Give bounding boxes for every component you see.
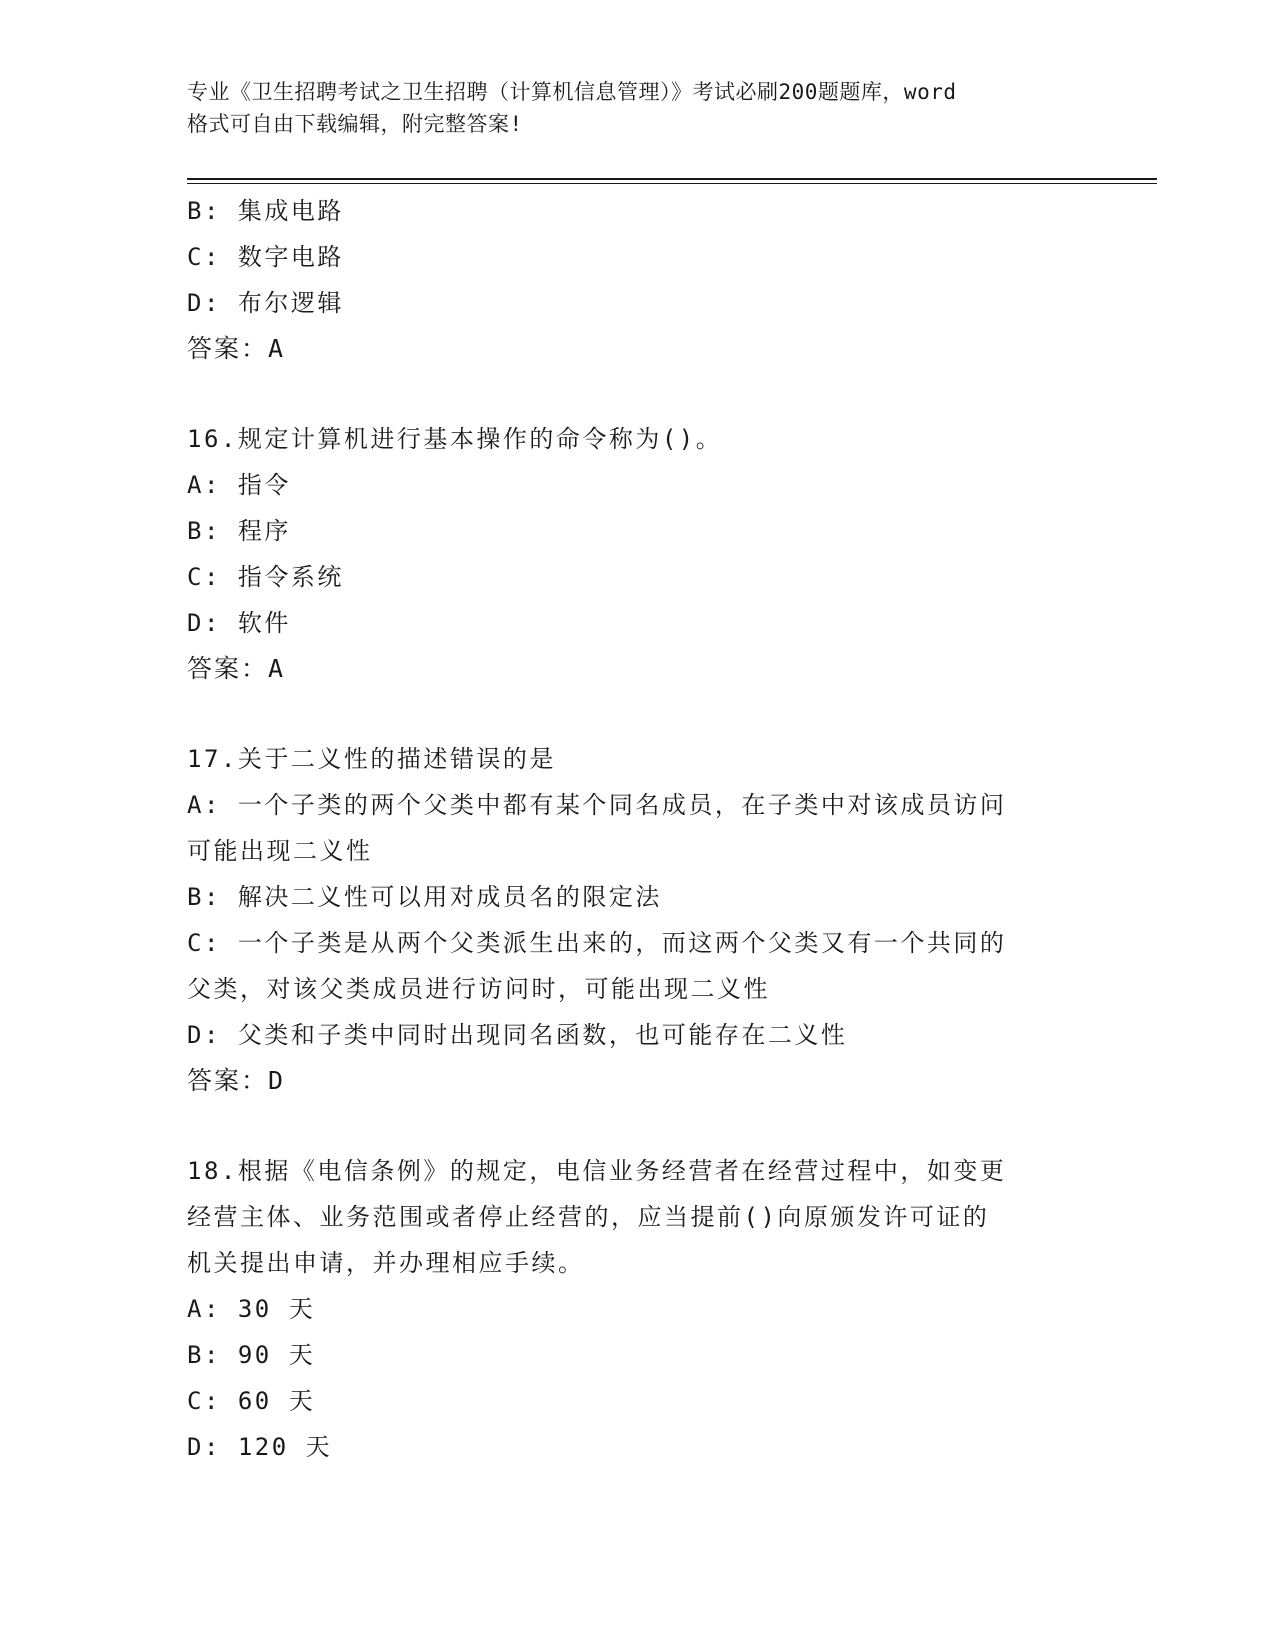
header-title-line-2: 格式可自由下载编辑，附完整答案! [187, 112, 523, 136]
spacer [187, 372, 1087, 416]
question-text: 16.规定计算机进行基本操作的命令称为()。 [187, 425, 723, 453]
option-b: B: 90 天 [187, 1341, 316, 1369]
question-block-16 [187, 416, 1087, 692]
option-c-line-2: 父类，对该父类成员进行访问时，可能出现二义性 [187, 975, 770, 1003]
option-b: B: 程序 [187, 517, 291, 545]
question-block-17 [187, 736, 1087, 1104]
option-c: C: 数字电路 [187, 243, 344, 271]
header-divider-thick [187, 178, 1157, 180]
option-c-line-1: C: 一个子类是从两个父类派生出来的，而这两个父类又有一个共同的 [187, 929, 1007, 957]
answer-line: 答案：A [187, 334, 286, 363]
option-d: D: 120 天 [187, 1433, 333, 1461]
answer-line: 答案：D [187, 1066, 286, 1095]
option-a: A: 指令 [187, 471, 291, 499]
document-header [187, 76, 1087, 140]
option-d: D: 软件 [187, 609, 291, 637]
option-a-line-1: A: 一个子类的两个父类中都有某个同名成员，在子类中对该成员访问 [187, 791, 1007, 819]
option-a-line-2: 可能出现二义性 [187, 837, 373, 865]
question-text-line-2: 经营主体、业务范围或者停止经营的，应当提前()向原颁发许可证的 [187, 1203, 990, 1231]
header-title-line-1: 专业《卫生招聘考试之卫生招聘（计算机信息管理）》考试必刷200题题库，word [187, 80, 957, 104]
option-d: D: 布尔逻辑 [187, 289, 344, 317]
header-divider-thin [187, 183, 1157, 184]
option-b: B: 集成电路 [187, 197, 344, 225]
question-block-15 [187, 188, 1087, 372]
option-d: D: 父类和子类中同时出现同名函数，也可能存在二义性 [187, 1021, 848, 1049]
spacer [187, 1104, 1087, 1148]
option-b: B: 解决二义性可以用对成员名的限定法 [187, 883, 662, 911]
question-block-18 [187, 1148, 1087, 1470]
answer-line: 答案：A [187, 654, 286, 683]
option-a: A: 30 天 [187, 1295, 316, 1323]
question-text: 17.关于二义性的描述错误的是 [187, 745, 556, 773]
question-text-line-3: 机关提出申请，并办理相应手续。 [187, 1249, 585, 1277]
question-list [187, 188, 1087, 1470]
question-text-line-1: 18.根据《电信条例》的规定，电信业务经营者在经营过程中，如变更 [187, 1157, 1007, 1185]
spacer [187, 692, 1087, 736]
option-c: C: 指令系统 [187, 563, 344, 591]
option-c: C: 60 天 [187, 1387, 316, 1415]
